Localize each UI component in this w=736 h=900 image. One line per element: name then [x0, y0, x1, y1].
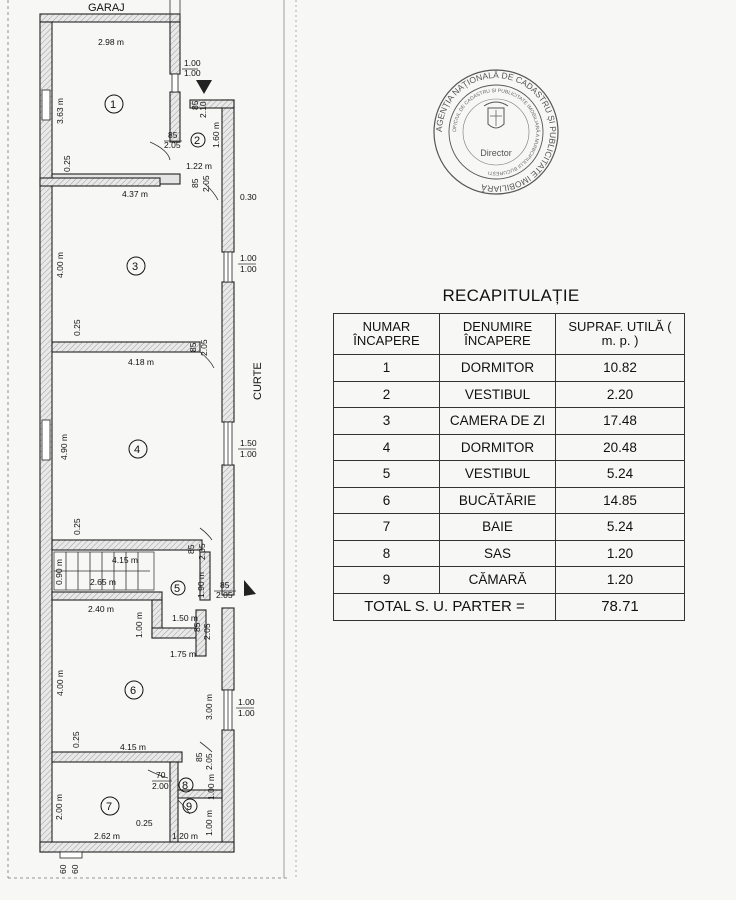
- dim-r1-door-bot: 1.00: [184, 68, 201, 78]
- dim-r2-door-a: 2.10: [198, 101, 208, 118]
- dim-r4-height: 4.90 m: [59, 434, 69, 460]
- stamp-center-text: Director: [480, 148, 512, 158]
- dim-door-205-a: 2.05: [201, 175, 211, 192]
- window-left-room4: [42, 420, 50, 460]
- dim-r2-door-left-bot: 2.05: [164, 140, 181, 150]
- row-name: CĂMARĂ: [440, 567, 556, 594]
- table-row: [334, 355, 685, 382]
- dim-r2-len: 1.60 m: [211, 122, 221, 148]
- room-6-number: 6: [130, 685, 137, 697]
- dim-r6-win-bot: 1.00: [238, 708, 255, 718]
- table-row: [334, 567, 685, 594]
- header-room-number-text: NUMAR ÎNCAPERE: [353, 319, 420, 348]
- dim-r6-nook: 1.00 m: [134, 612, 144, 638]
- row-number: 6: [334, 487, 440, 514]
- garage-block: [40, 0, 180, 22]
- wall-stair-r6: [52, 592, 162, 600]
- wall-room1-right-top: [170, 22, 180, 74]
- row-name: SAS: [440, 540, 556, 567]
- dim-r1-height: 3.63 m: [55, 98, 65, 124]
- dim-door-85-d: 85: [220, 580, 230, 590]
- header-area-text: SUPRAF. UTILĂ ( m. p. ): [568, 319, 672, 348]
- entrance-arrow-top: [196, 80, 212, 94]
- header-room-name: [440, 314, 556, 355]
- entrance-arrow-side: [244, 580, 256, 596]
- dim-r9-len: 1.00 m: [204, 810, 214, 836]
- dim-r5-width: 1.50 m: [172, 613, 198, 623]
- outer-right-wall-c: [222, 465, 234, 595]
- dim-r6-width: 4.15 m: [120, 742, 146, 752]
- dim-wall-025-c: 0.25: [72, 518, 82, 535]
- wall-r3-r4: [52, 342, 200, 352]
- dim-door-205-d: 2.05: [216, 590, 233, 600]
- wall-r6-r7: [52, 752, 182, 762]
- outer-right-wall-d: [222, 608, 234, 690]
- outer-right-wall-e: [222, 730, 234, 852]
- outer-bottom-wall: [40, 842, 234, 852]
- floor-plan: [0, 0, 300, 900]
- row-number: 1: [334, 355, 440, 382]
- dim-r2-door-b: 85: [190, 100, 200, 110]
- row-number: 8: [334, 540, 440, 567]
- room-1-number: 1: [110, 99, 117, 111]
- row-name: VESTIBUL: [440, 461, 556, 488]
- row-number: 2: [334, 381, 440, 408]
- official-stamp: [432, 68, 560, 196]
- door-swing-room4-bottom: [200, 528, 212, 540]
- dim-door-85-a: 85: [190, 178, 200, 188]
- dim-door-205-f: 2.05: [204, 753, 214, 770]
- outer-right-wall-a: [222, 100, 234, 252]
- dim-r6-side: 3.00 m: [204, 694, 214, 720]
- room-7-number: 7: [106, 801, 113, 813]
- dim-r7-width: 2.62 m: [94, 831, 120, 841]
- row-area: 20.48: [556, 434, 685, 461]
- row-name: BAIE: [440, 514, 556, 541]
- dim-wall-025-d: 0.25: [71, 731, 81, 748]
- dim-door-205-e: 2.05: [202, 623, 212, 640]
- row-area: 5.24: [556, 461, 685, 488]
- window-left-room1: [42, 90, 50, 120]
- window-room1: [172, 74, 178, 92]
- dim-r2-door-left-top: 85: [168, 130, 178, 140]
- dim-stair-len: 4.15 m: [112, 555, 138, 565]
- recap-table: [333, 313, 685, 621]
- dim-r2-width: 1.22 m: [186, 161, 212, 171]
- garage-label: GARAJ: [88, 2, 125, 14]
- yard-label: CURTE: [252, 362, 264, 400]
- dim-stair-h: 0.90 m: [54, 559, 64, 585]
- dim-door-85-e: 85: [192, 622, 202, 632]
- outer-right-wall-b: [222, 282, 234, 422]
- dim-wall-025-e: 0.25: [136, 818, 153, 828]
- dim-r4-win-bot: 1.00: [240, 449, 257, 459]
- wall-r1-r3-hatch: [40, 178, 160, 186]
- dim-stair-w: 2.65 m: [90, 577, 116, 587]
- dim-r3-height: 4.00 m: [55, 252, 65, 278]
- dim-r7-height: 2.00 m: [54, 794, 64, 820]
- room-2-number: 2: [194, 135, 201, 147]
- dim-r6-height: 4.00 m: [55, 670, 65, 696]
- dim-door-205-b: 2.05: [199, 339, 209, 356]
- row-number: 9: [334, 567, 440, 594]
- dim-r8-len: 1.00 m: [206, 774, 216, 800]
- total-value: 78.71: [556, 593, 685, 620]
- row-number: 4: [334, 434, 440, 461]
- table-row: [334, 514, 685, 541]
- room-8-number: 8: [182, 780, 189, 792]
- row-name: CAMERA DE ZI: [440, 408, 556, 435]
- dim-r3-win-top: 1.00: [240, 253, 257, 263]
- stamp-ring-text: AGENȚIA NAȚIONALĂ DE CADASTRU ȘI PUBLICITATE IMOBILIARĂ: [433, 69, 559, 195]
- dim-wall-030: 0.30: [240, 192, 257, 202]
- table-row: [334, 461, 685, 488]
- wall-r7-r9: [170, 762, 178, 842]
- room-3-number: 3: [132, 261, 139, 273]
- header-room-name-text: DENUMIRE ÎNCAPERE: [462, 319, 533, 348]
- wall-r4-stair: [52, 540, 202, 550]
- table-row: [334, 540, 685, 567]
- coat-of-arms-icon: [484, 102, 508, 128]
- table-row: [334, 434, 685, 461]
- dim-door-205-c: 2.05: [197, 543, 207, 560]
- dim-r3-width: 4.37 m: [122, 189, 148, 199]
- dim-bot-win-a: 60: [58, 864, 68, 874]
- recap-header-row: [334, 314, 685, 355]
- dim-bot-win-b: 60: [70, 864, 80, 874]
- recap-title: RECAPITULAȚIE: [442, 286, 580, 305]
- dim-r6-win-top: 1.00: [238, 697, 255, 707]
- door-swing-room6: [200, 742, 212, 752]
- row-name: VESTIBUL: [440, 381, 556, 408]
- row-number: 3: [334, 408, 440, 435]
- total-label: TOTAL S. U. PARTER =: [334, 593, 556, 620]
- dim-wall-025-b: 0.25: [72, 319, 82, 336]
- dim-r1-width: 2.98 m: [98, 37, 124, 47]
- room-5-number: 5: [174, 583, 181, 595]
- table-row: [334, 381, 685, 408]
- window-bottom: [60, 852, 82, 858]
- row-area: 5.24: [556, 514, 685, 541]
- dim-r1-door-top: 1.00: [184, 58, 201, 68]
- row-number: 5: [334, 461, 440, 488]
- stamp-inner-text: OFICIUL DE CADASTRU ȘI PUBLICITATE IMOBILIARĂ A MUNICIPIULUI BUCUREȘTI: [451, 87, 541, 177]
- header-area: [556, 314, 685, 355]
- dim-r4-win-top: 1.50: [240, 438, 257, 448]
- dim-r6-width-top: 2.40 m: [88, 604, 114, 614]
- row-area: 1.20: [556, 540, 685, 567]
- table-row: [334, 408, 685, 435]
- dim-door-85-f: 85: [194, 752, 204, 762]
- row-number: 7: [334, 514, 440, 541]
- room-9-number: 9: [186, 801, 193, 813]
- room-4-number: 4: [134, 444, 141, 456]
- table-row: [334, 487, 685, 514]
- dim-door-85-b: 85: [188, 342, 198, 352]
- row-name: DORMITOR: [440, 434, 556, 461]
- dim-wall-025-a: 0.25: [62, 155, 72, 172]
- dim-r4-width: 4.18 m: [128, 357, 154, 367]
- dim-r3-win-bot: 1.00: [240, 264, 257, 274]
- header-room-number: [334, 314, 440, 355]
- row-name: DORMITOR: [440, 355, 556, 382]
- dim-r5-len: 1.90 m: [196, 572, 206, 598]
- row-area: 1.20: [556, 567, 685, 594]
- dim-r7-door-top: 70: [156, 770, 166, 780]
- total-row: [334, 593, 685, 620]
- dim-r9-width: 1.20 m: [172, 831, 198, 841]
- row-area: 14.85: [556, 487, 685, 514]
- row-area: 17.48: [556, 408, 685, 435]
- row-name: BUCĂTĂRIE: [440, 487, 556, 514]
- dim-r7-door-bot: 2.00: [152, 781, 169, 791]
- dim-door-85-c: 85: [186, 544, 196, 554]
- row-area: 10.82: [556, 355, 685, 382]
- dim-r5-width-b: 1.75 m: [170, 649, 196, 659]
- row-area: 2.20: [556, 381, 685, 408]
